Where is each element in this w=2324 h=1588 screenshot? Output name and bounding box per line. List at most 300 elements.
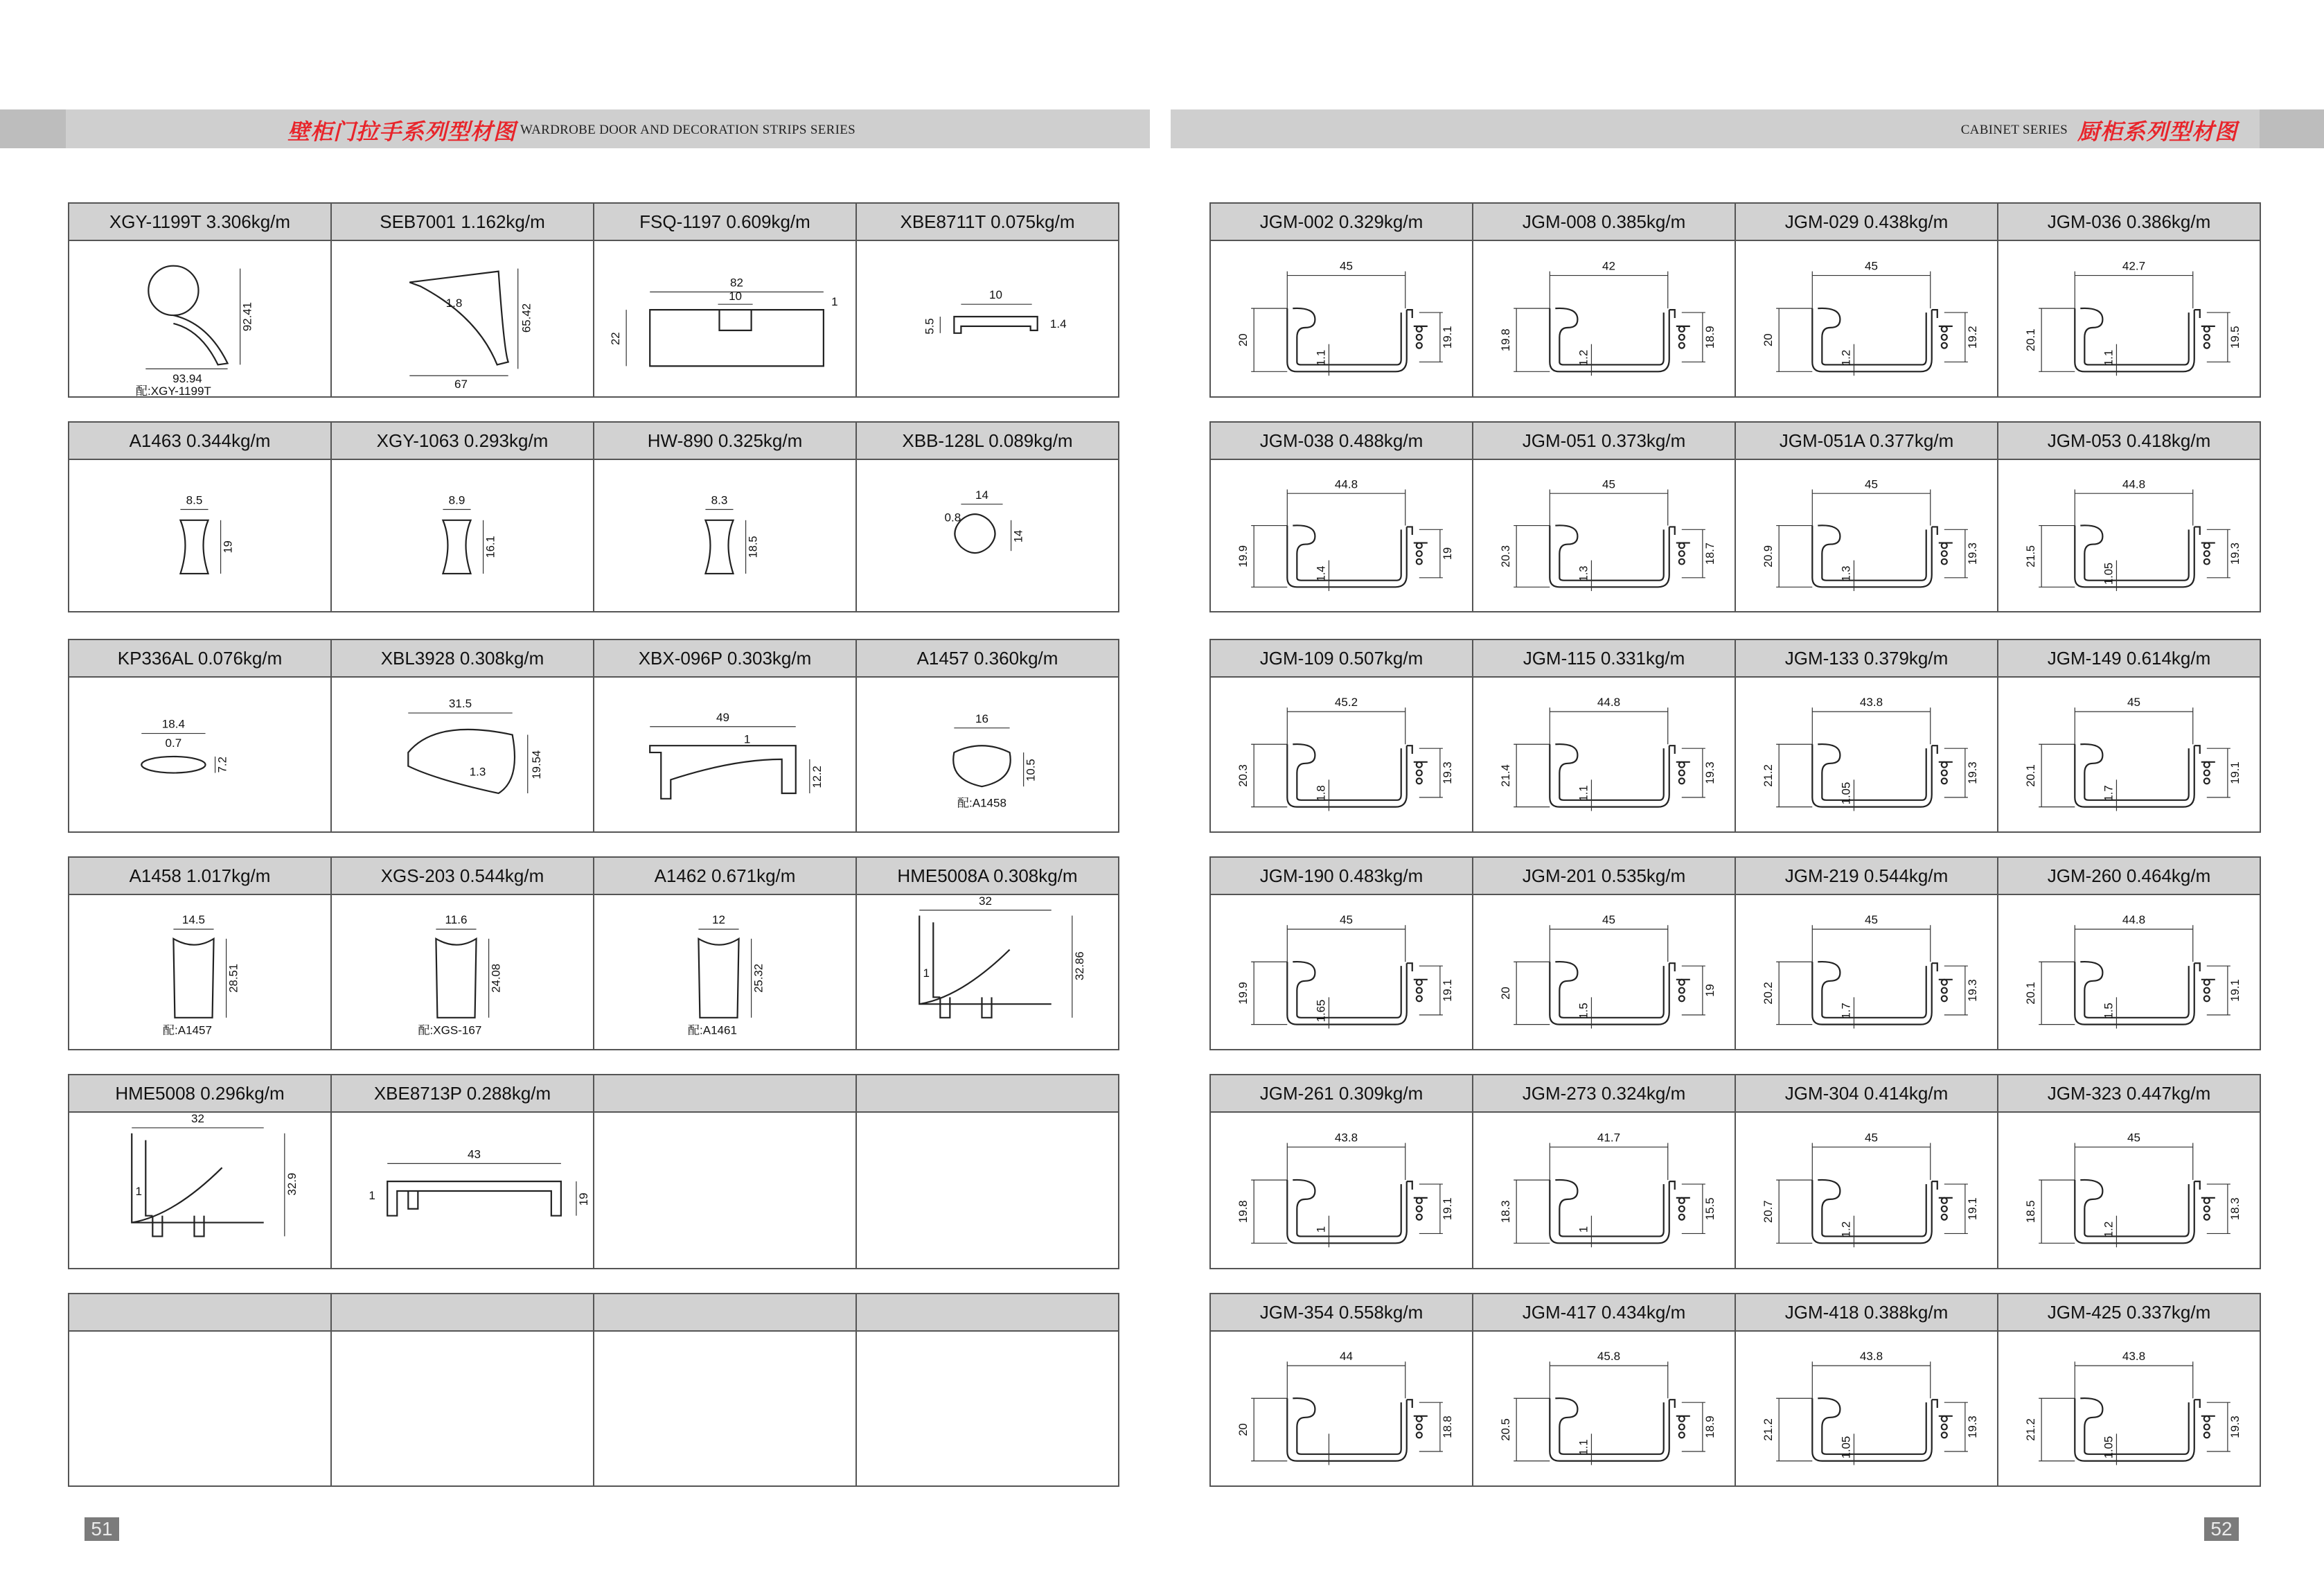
dim-label: 0.8 [944, 511, 961, 524]
profile-drawing [332, 678, 593, 831]
right-height-dim-label: 19.1 [1440, 979, 1454, 1002]
thickness-dim-label: 1.2 [1839, 1221, 1853, 1238]
profile-drawing [1998, 241, 2260, 396]
block-header-row [69, 640, 1118, 678]
width-dim-label: 45 [2127, 696, 2140, 709]
right-height-dim-label: 19.2 [1965, 326, 1979, 349]
profile-drawing [332, 241, 593, 396]
block-header-row [69, 423, 1118, 460]
width-dim-label: 45 [1602, 477, 1616, 491]
profile-drawing-cell [332, 241, 594, 396]
width-dim-label: 44.8 [2122, 913, 2146, 927]
left-height-dim-label: 19.8 [1236, 1200, 1250, 1224]
thickness-dim-label: 1 [1314, 1226, 1328, 1233]
block-header-row [1211, 640, 2260, 678]
dim-label: 43 [468, 1147, 481, 1161]
dim-label: 14 [975, 488, 988, 502]
profile-drawing-cell [857, 460, 1118, 611]
profile-drawing-cell [857, 895, 1118, 1049]
left-height-dim-label: 20.2 [1761, 982, 1775, 1005]
banner-right-title [1961, 118, 2237, 143]
left-block [68, 421, 1119, 612]
profile-header: XGY-1063 0.293kg/m [332, 423, 594, 459]
left-height-dim-label: 20 [1498, 987, 1513, 1000]
thickness-dim-label: 1.8 [1314, 785, 1328, 802]
profile-drawing [332, 1332, 593, 1485]
profile-drawing [1736, 241, 1997, 396]
profile-header: HME5008A 0.308kg/m [897, 865, 1078, 886]
dim-label: 19.54 [529, 750, 543, 779]
thickness-dim-label: 1.1 [1577, 1439, 1590, 1456]
right-height-dim-label: 19.3 [1965, 542, 1979, 565]
block-body-row [1211, 678, 2260, 831]
width-dim-label: 41.7 [1597, 1131, 1621, 1145]
right-height-dim-label: 19.3 [1440, 761, 1454, 784]
dim-label: 1 [831, 295, 838, 309]
profile-drawing [1736, 1332, 1997, 1485]
block-body-row [1211, 460, 2260, 611]
width-dim-label: 45 [1865, 913, 1878, 927]
profile-drawing [69, 460, 330, 611]
thickness-dim-label: 1.05 [1839, 782, 1853, 805]
profile-drawing-cell [1998, 895, 2260, 1049]
block-header-row [69, 1075, 1118, 1113]
mating-profile-note: 配:A1457 [162, 1023, 212, 1037]
profile-drawing-cell [1211, 241, 1473, 396]
left-height-dim-label: 20.1 [2024, 328, 2038, 352]
profile-drawing [594, 1332, 855, 1485]
profile-drawing [1473, 895, 1735, 1049]
profile-drawing [1998, 678, 2260, 831]
profile-header: JGM-425 0.337kg/m [2047, 1301, 2211, 1323]
profile-drawing [1473, 678, 1735, 831]
profile-drawing-cell [594, 460, 857, 611]
profile-drawing [1736, 460, 1997, 611]
profile-header: JGM-304 0.414kg/m [1736, 1075, 1998, 1111]
profile-drawing [69, 241, 330, 396]
dim-label: 18.5 [746, 536, 760, 558]
profile-drawing [1473, 241, 1735, 396]
profile-drawing-cell [69, 460, 332, 611]
profile-header: XBL3928 0.308kg/m [332, 640, 594, 676]
thickness-dim-label: 1.05 [2102, 1436, 2115, 1459]
profile-header [69, 1294, 332, 1330]
right-height-dim-label: 19.1 [1440, 1197, 1454, 1221]
profile-drawing [857, 1113, 1118, 1268]
profile-drawing-cell [857, 1332, 1118, 1485]
dim-label: 93.94 [172, 372, 202, 386]
left-height-dim-label: 19.9 [1236, 545, 1250, 567]
dim-label: 82 [730, 276, 744, 290]
profile-drawing [1736, 1113, 1997, 1268]
dim-label: 24.08 [489, 963, 503, 993]
dim-label: 5.5 [923, 318, 937, 335]
profile-header: JGM-261 0.309kg/m [1211, 1075, 1473, 1111]
left-block [68, 1293, 1119, 1487]
block-header-row [1211, 1294, 2260, 1332]
left-height-dim-label: 20 [1236, 1423, 1250, 1436]
dim-label: 14 [1011, 529, 1025, 543]
profile-header: JGM-149 0.614kg/m [2047, 647, 2211, 669]
width-dim-label: 44.8 [1334, 477, 1358, 491]
right-height-dim-label: 19.3 [2228, 542, 2242, 565]
page-number-left: 51 [85, 1517, 119, 1541]
dim-label: 16 [975, 712, 988, 725]
profile-header: XBE8713P 0.288kg/m [332, 1075, 594, 1111]
profile-drawing-cell [332, 678, 594, 831]
dim-label: 16.1 [484, 536, 497, 558]
left-height-dim-label: 20 [1762, 333, 1775, 347]
block-header-row [69, 858, 1118, 895]
profile-header: JGM-002 0.329kg/m [1211, 204, 1473, 240]
right-height-dim-label: 19 [1703, 984, 1717, 997]
block-body-row [69, 1113, 1118, 1268]
block-body-row [69, 895, 1118, 1049]
block-body-row [1211, 241, 2260, 396]
thickness-dim-label: 1.65 [1314, 999, 1328, 1023]
profile-header: JGM-115 0.331kg/m [1473, 640, 1736, 676]
left-height-dim-label: 20.3 [1236, 764, 1250, 787]
thickness-dim-label: 1.3 [1839, 565, 1853, 582]
dim-label: 19 [221, 540, 235, 554]
profile-drawing [1998, 1113, 2260, 1268]
profile-drawing-cell [594, 1113, 857, 1268]
thickness-dim-label: 1.2 [1577, 349, 1590, 367]
profile-drawing-cell [857, 241, 1118, 396]
left-height-dim-label: 19.9 [1236, 982, 1250, 1005]
right-block [1209, 639, 2261, 833]
left-height-dim-label: 19.8 [1499, 328, 1513, 352]
dim-label: 8.3 [711, 493, 728, 507]
block-body-row [1211, 1113, 2260, 1268]
dim-label: 10 [729, 290, 743, 303]
thickness-dim-label: 1.5 [2102, 1003, 2115, 1019]
right-height-dim-label: 19.1 [1440, 326, 1454, 349]
profile-drawing [594, 460, 855, 611]
profile-header: A1457 0.360kg/m [916, 647, 1058, 669]
dim-label: 92.41 [240, 301, 254, 332]
page-number-right: 52 [2204, 1517, 2239, 1541]
profile-drawing-cell [1211, 460, 1473, 611]
profile-drawing-cell [594, 678, 857, 831]
profile-header [594, 1294, 857, 1330]
profile-drawing [1998, 895, 2260, 1049]
right-block [1209, 1074, 2261, 1269]
right-block [1209, 856, 2261, 1050]
width-dim-label: 44 [1340, 1350, 1353, 1364]
block-header-row [69, 204, 1118, 241]
profile-drawing-cell [857, 1113, 1118, 1268]
thickness-dim-label: 1 [1577, 1226, 1590, 1233]
profile-drawing-cell [1736, 1113, 1998, 1268]
dim-label: 1 [135, 1185, 143, 1198]
width-dim-label: 45 [1865, 1131, 1878, 1145]
profile-drawing [594, 895, 855, 1049]
profile-header [332, 1294, 594, 1330]
left-height-dim-label: 21.4 [1498, 764, 1513, 787]
profile-header: JGM-201 0.535kg/m [1473, 858, 1736, 894]
thickness-dim-label: 1.7 [1839, 1003, 1853, 1019]
profile-header [857, 1075, 1118, 1111]
right-height-dim-label: 18.9 [1703, 1415, 1717, 1438]
left-height-dim-label: 20.7 [1762, 1200, 1775, 1224]
profile-drawing-cell [1736, 241, 1998, 396]
dim-label: 12.2 [810, 766, 824, 788]
right-height-dim-label: 19.5 [2228, 326, 2242, 349]
block-header-row [1211, 1075, 2260, 1113]
dim-label: 1.4 [1049, 317, 1067, 330]
profile-drawing-cell [1998, 1332, 2260, 1485]
profile-drawing [857, 895, 1118, 1049]
profile-drawing-cell [1211, 678, 1473, 831]
profile-drawing [69, 1332, 330, 1485]
profile-header: SEB7001 1.162kg/m [332, 204, 594, 240]
profile-header: JGM-219 0.544kg/m [1736, 858, 1998, 894]
thickness-dim-label: 1.3 [1577, 565, 1590, 582]
block-header-row [1211, 204, 2260, 241]
width-dim-label: 43.8 [1334, 1131, 1358, 1145]
dim-label: 1 [369, 1188, 375, 1202]
profile-drawing [332, 895, 593, 1049]
profile-header: JGM-109 0.507kg/m [1211, 640, 1473, 676]
profile-header: XBX-096P 0.303kg/m [594, 640, 857, 676]
profile-drawing-cell [332, 1332, 594, 1485]
dim-label: 12 [711, 913, 725, 927]
width-dim-label: 45.2 [1334, 696, 1358, 709]
profile-drawing-cell [1473, 895, 1736, 1049]
profile-drawing-cell [1211, 1332, 1473, 1485]
profile-drawing [332, 460, 593, 611]
profile-header: JGM-354 0.558kg/m [1211, 1294, 1473, 1330]
right-height-dim-label: 18.8 [1440, 1415, 1454, 1438]
profile-drawing [1473, 1332, 1735, 1485]
profile-drawing-cell [594, 895, 857, 1049]
profile-drawing-cell [1998, 678, 2260, 831]
profile-drawing-cell [69, 678, 332, 831]
dim-label: 1 [743, 732, 751, 746]
profile-header: JGM-036 0.386kg/m [2047, 211, 2211, 232]
thickness-dim-label: 1.1 [1314, 349, 1328, 367]
profile-header: XGS-203 0.544kg/m [332, 858, 594, 894]
right-height-dim-label: 15.5 [1703, 1197, 1717, 1221]
block-body-row [69, 241, 1118, 396]
profile-drawing-cell [1736, 460, 1998, 611]
left-height-dim-label: 21.2 [2023, 1418, 2038, 1441]
profile-header [857, 1294, 1118, 1330]
profile-drawing [1211, 1113, 1472, 1268]
profile-drawing [1211, 460, 1472, 611]
dim-label: 65.42 [520, 303, 533, 333]
left-height-dim-label: 20.5 [1498, 1418, 1513, 1441]
thickness-dim-label: 1.2 [2102, 1221, 2115, 1238]
dim-label: 28.51 [227, 963, 240, 993]
block-header-row [1211, 858, 2260, 895]
left-block [68, 856, 1119, 1050]
thickness-dim-label: 1.1 [1577, 785, 1590, 802]
width-dim-label: 45.8 [1597, 1350, 1621, 1364]
width-dim-label: 42.7 [2122, 259, 2146, 273]
right-height-dim-label: 19.3 [2228, 1415, 2242, 1438]
profile-drawing [1211, 678, 1472, 831]
profile-header: A1458 1.017kg/m [69, 858, 332, 894]
profile-drawing [1998, 460, 2260, 611]
profile-drawing [594, 1113, 855, 1268]
banner-right-tab [2260, 109, 2324, 148]
thickness-dim-label: 1.2 [1839, 349, 1853, 367]
profile-drawing-cell [1736, 1332, 1998, 1485]
profile-header: JGM-273 0.324kg/m [1473, 1075, 1736, 1111]
mating-profile-note: 配:XGS-167 [418, 1023, 482, 1037]
dim-label: 49 [716, 711, 729, 724]
dim-label: 22 [609, 332, 623, 346]
left-height-dim-label: 21.2 [1761, 764, 1775, 787]
profile-drawing [594, 678, 855, 831]
profile-drawing-cell [1736, 895, 1998, 1049]
dim-label: 18.4 [161, 717, 185, 731]
left-height-dim-label: 20.3 [1498, 545, 1513, 567]
right-height-dim-label: 19.1 [2228, 979, 2242, 1002]
block-body-row [1211, 895, 2260, 1049]
profile-header: JGM-008 0.385kg/m [1473, 204, 1736, 240]
thickness-dim-label: 1.4 [1314, 565, 1328, 582]
width-dim-label: 43.8 [1859, 1350, 1883, 1364]
profile-drawing [1211, 241, 1472, 396]
thickness-dim-label: 1.5 [1577, 1003, 1590, 1019]
profile-header: JGM-051A 0.377kg/m [1736, 423, 1998, 459]
right-block [1209, 421, 2261, 612]
dim-label: 32.9 [285, 1172, 299, 1196]
profile-drawing-cell [1736, 678, 1998, 831]
mating-profile-note: 配:A1458 [957, 796, 1006, 810]
width-dim-label: 44.8 [1597, 696, 1621, 709]
thickness-dim-label: 1.7 [2102, 785, 2115, 802]
dim-label: 14.5 [181, 913, 206, 927]
dim-label: 1.8 [445, 297, 463, 310]
profile-drawing-cell [69, 241, 332, 396]
profile-drawing-cell [1473, 241, 1736, 396]
profile-header: XGY-1199T 3.306kg/m [69, 204, 332, 240]
width-dim-label: 45 [1340, 913, 1353, 927]
profile-header: JGM-417 0.434kg/m [1473, 1294, 1736, 1330]
dim-label: 25.32 [752, 963, 765, 993]
profile-drawing [69, 1113, 330, 1268]
mating-profile-note: 配:XGY-1199T [135, 385, 211, 396]
dim-label: 8.5 [186, 493, 203, 507]
profile-drawing [332, 1113, 593, 1268]
right-block [1209, 1293, 2261, 1487]
profile-header: KP336AL 0.076kg/m [69, 640, 332, 676]
width-dim-label: 45 [1602, 913, 1615, 927]
profile-drawing-cell [1998, 460, 2260, 611]
profile-drawing [1473, 1113, 1735, 1268]
profile-drawing-cell [69, 895, 332, 1049]
right-height-dim-label: 19.3 [1965, 761, 1979, 784]
profile-drawing-cell [69, 1113, 332, 1268]
width-dim-label: 45 [1340, 259, 1353, 273]
dim-label: 1.3 [469, 765, 486, 779]
profile-drawing-cell [332, 460, 594, 611]
block-body-row [1211, 1332, 2260, 1485]
profile-drawing [1211, 1332, 1472, 1485]
right-height-dim-label: 19.3 [1703, 761, 1717, 784]
profile-drawing [857, 460, 1118, 611]
left-height-dim-label: 20.1 [2023, 764, 2038, 787]
profile-drawing [1736, 895, 1997, 1049]
dim-label: 10 [989, 288, 1003, 302]
right-height-dim-label: 19.3 [1965, 1415, 1979, 1438]
dim-label: 7.2 [215, 757, 229, 773]
profile-drawing [857, 241, 1118, 396]
profile-drawing-cell [1998, 1113, 2260, 1268]
dim-label: 31.5 [448, 697, 472, 711]
width-dim-label: 45 [1865, 259, 1878, 273]
dim-label: 19 [576, 1192, 591, 1206]
profile-drawing [594, 241, 855, 396]
width-dim-label: 44.8 [2122, 477, 2146, 491]
block-body-row [69, 1332, 1118, 1485]
left-block [68, 202, 1119, 398]
profile-header: JGM-418 0.388kg/m [1736, 1294, 1998, 1330]
profile-drawing-cell [69, 1332, 332, 1485]
thickness-dim-label: 1.1 [2102, 349, 2115, 367]
profile-drawing-cell [1998, 241, 2260, 396]
profile-drawing [1473, 460, 1735, 611]
left-height-dim-label: 21.5 [2023, 545, 2038, 567]
profile-header: JGM-029 0.438kg/m [1736, 204, 1998, 240]
right-height-dim-label: 19.1 [1965, 1197, 1979, 1221]
left-height-dim-label: 20 [1236, 333, 1250, 347]
profile-header: XBB-128L 0.089kg/m [902, 430, 1073, 451]
dim-label: 1 [923, 967, 930, 980]
profile-header: JGM-260 0.464kg/m [2047, 865, 2211, 886]
profile-drawing-cell [594, 241, 857, 396]
left-block [68, 1074, 1119, 1269]
right-block [1209, 202, 2261, 398]
profile-drawing-cell [1211, 1113, 1473, 1268]
profile-drawing-cell [1473, 1113, 1736, 1268]
dim-label: 10.5 [1024, 759, 1038, 782]
profile-header: JGM-323 0.447kg/m [2047, 1082, 2211, 1104]
profile-header [594, 1075, 857, 1111]
thickness-dim-label: 1.05 [1839, 1436, 1853, 1459]
left-height-dim-label: 21.2 [1761, 1418, 1775, 1441]
right-height-dim-label: 19.1 [2228, 761, 2242, 784]
left-height-dim-label: 18.5 [2024, 1200, 2038, 1224]
banner-left-title-en: WARDROBE DOOR AND DECORATION STRIPS SERIES [520, 123, 855, 137]
width-dim-label: 42 [1602, 259, 1615, 273]
banner-left-title [287, 118, 855, 143]
profile-drawing-cell [332, 895, 594, 1049]
profile-header: JGM-190 0.483kg/m [1211, 858, 1473, 894]
width-dim-label: 45 [1865, 477, 1879, 491]
right-height-dim-label: 18.7 [1703, 542, 1717, 565]
profile-drawing [857, 1332, 1118, 1485]
profile-drawing-cell [1473, 460, 1736, 611]
dim-label: 32.86 [1072, 951, 1086, 981]
left-height-dim-label: 18.3 [1499, 1200, 1513, 1224]
profile-drawing [69, 895, 330, 1049]
profile-drawing-cell [1473, 1332, 1736, 1485]
banner-left-title-cn: 壁柜门拉手系列型材图 [287, 118, 517, 145]
width-dim-label: 43.8 [2122, 1350, 2146, 1364]
block-header-row [69, 1294, 1118, 1332]
width-dim-label: 45 [2127, 1131, 2140, 1145]
left-height-dim-label: 20.9 [1761, 545, 1775, 567]
profile-drawing-cell [857, 678, 1118, 831]
profile-drawing-cell [1211, 895, 1473, 1049]
profile-header: A1463 0.344kg/m [69, 423, 332, 459]
right-height-dim-label: 19 [1440, 547, 1454, 561]
